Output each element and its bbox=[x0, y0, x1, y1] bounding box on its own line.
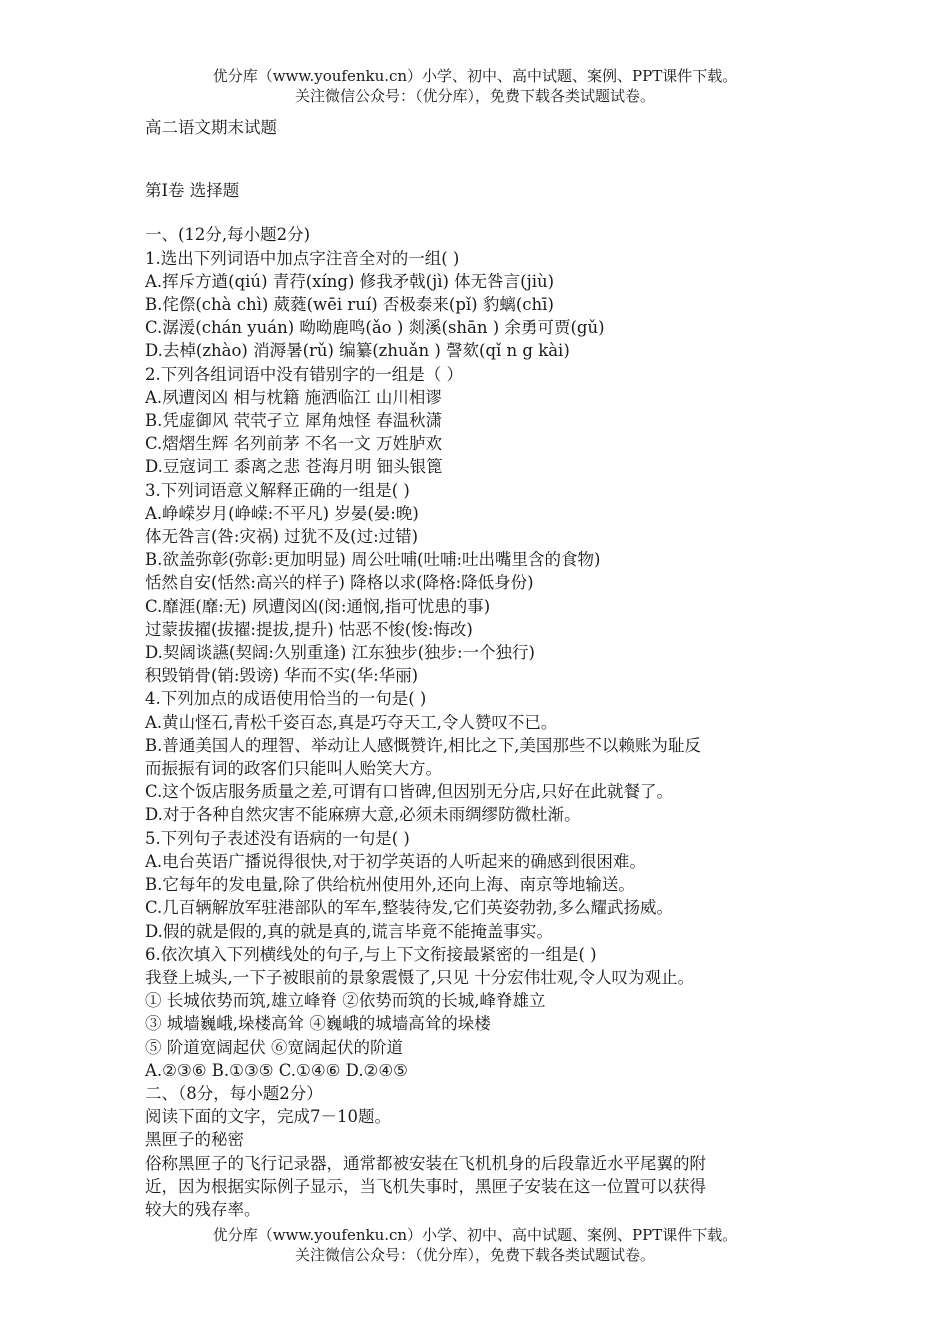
q1-option-b: B.侘傺(chà chì) 葳蕤(wēi ruí) 否极泰来(pǐ) 豹螭(chī) bbox=[145, 295, 554, 315]
footer-line-2: 关注微信公众号：（优分库），免费下载各类试题试卷。 bbox=[294, 1246, 655, 1264]
header-line-2: 关注微信公众号：（优分库），免费下载各类试题试卷。 bbox=[294, 87, 655, 105]
q6-context: 我登上城头,一下子被眼前的景象震慑了,只见 十分宏伟壮观,令人叹为观止。 bbox=[145, 967, 694, 987]
q5-option-b: B.它每年的发电量,除了供给杭州使用外,还向上海、南京等地输送。 bbox=[145, 875, 635, 895]
section-2-heading: 二、（8分，每小题2分） bbox=[145, 1083, 323, 1103]
footer-line-1: 优分库（www.youfenku.cn）小学、初中、高中试题、案例、PPT课件下载。 bbox=[212, 1226, 738, 1244]
section-1-heading: 一、(12分,每小题2分) bbox=[145, 225, 311, 245]
q2-stem: 2.下列各组词语中没有错别字的一组是（ ） bbox=[145, 364, 463, 384]
q3-option-d-line1: D.契阔谈讌(契阔:久别重逢) 江东独步(独步:一个独行) bbox=[145, 643, 535, 663]
q4-stem: 4.下列加点的成语使用恰当的一句是( ) bbox=[145, 689, 427, 709]
q6-choices-3: ⑤ 阶道宽阔起伏 ⑥宽阔起伏的阶道 bbox=[145, 1037, 403, 1057]
q6-answer-options: A.②③⑥ B.①③⑤ C.①④⑥ D.②④⑤ bbox=[145, 1060, 408, 1080]
q3-option-b-line2: 恬然自安(恬然:高兴的样子) 降格以求(降格:降低身份) bbox=[145, 573, 534, 593]
page-header bbox=[0, 66, 950, 106]
q2-option-c: C.熠熠生辉 名列前茅 不名一文 万姓胪欢 bbox=[145, 434, 443, 454]
q2-option-b: B.凭虚御风 茕茕孑立 犀角烛怪 春温秋潇 bbox=[145, 411, 443, 431]
q3-option-a-line1: A.峥嵘岁月(峥嵘:不平凡) 岁晏(晏:晚) bbox=[145, 503, 419, 523]
q1-option-a: A.挥斥方遒(qiú) 青荇(xíng) 修我矛戟(jì) 体无咎言(jiù) bbox=[145, 271, 555, 291]
q3-option-c-line1: C.靡涯(靡:无) 夙遭闵凶(闵:通悯,指可忧患的事) bbox=[145, 596, 491, 616]
q6-choices-1: ① 长城依势而筑,雄立峰脊 ②依势而筑的长城,峰脊雄立 bbox=[145, 991, 546, 1011]
q5-stem: 5.下列句子表述没有语病的一句是( ) bbox=[145, 828, 410, 848]
q1-option-c: C.潺湲(chán yuán) 呦呦鹿鸣(ǎo ) 剡溪(shān ) 余勇可贾(gǔ) bbox=[145, 318, 605, 338]
q4-option-d: D.对于各种自然灾害不能麻痹大意,必须未雨绸缪防微杜渐。 bbox=[145, 805, 581, 825]
header-line-1: 优分库（www.youfenku.cn）小学、初中、高中试题、案例、PPT课件下载。 bbox=[212, 67, 738, 85]
q4-option-c: C.这个饭店服务质量之差,可谓有口皆碑,但因别无分店,只好在此就餐了。 bbox=[145, 782, 674, 802]
q1-stem: 1.选出下列词语中加点字注音全对的一组( ) bbox=[145, 248, 460, 268]
q3-option-c-line2: 过蒙拔擢(拔擢:提拔,提升) 怙恶不悛(悛:悔改) bbox=[145, 619, 473, 639]
q5-option-c: C.几百辆解放军驻港部队的军车,整装待发,它们英姿勃勃,多么耀武扬威。 bbox=[145, 898, 674, 918]
q2-option-d: D.豆寇词工 黍离之悲 苍海月明 钿头银篦 bbox=[145, 457, 443, 477]
exam-title: 高二语文期末试题 bbox=[145, 118, 277, 137]
q6-choices-2: ③ 城墙巍峨,垛楼高耸 ④巍峨的城墙高耸的垛楼 bbox=[145, 1014, 491, 1034]
page-footer bbox=[0, 1225, 950, 1265]
q3-option-b-line1: B.欲盖弥彰(弥彰:更加明显) 周公吐哺(吐哺:吐出嘴里含的食物) bbox=[145, 550, 601, 570]
article-title: 黑匣子的秘密 bbox=[145, 1130, 244, 1150]
q4-option-b-line1: B.普通美国人的理智、举动让人感慨赞许,相比之下,美国那些不以赖账为耻反 bbox=[145, 735, 701, 755]
q4-option-a: A.黄山怪石,青松千姿百态,真是巧夺天工,令人赞叹不已。 bbox=[145, 712, 558, 732]
reading-instruction: 阅读下面的文字，完成7－10题。 bbox=[145, 1107, 391, 1127]
q1-option-d: D.去棹(zhào) 消溽暑(rǔ) 编纂(zhuǎn ) 謦欬(qǐ n g kài) bbox=[145, 341, 570, 361]
q6-stem: 6.依次填入下列横线处的句子,与上下文衔接最紧密的一组是( ) bbox=[145, 944, 597, 964]
q3-option-a-line2: 体无咎言(咎:灾祸) 过犹不及(过:过错) bbox=[145, 527, 419, 547]
q2-option-a: A.夙遭闵凶 相与枕籍 施洒临江 山川相谬 bbox=[145, 387, 442, 407]
article-paragraph-line3: 较大的残存率。 bbox=[145, 1199, 261, 1219]
article-paragraph-line2: 近，因为根据实际例子显示，当飞机失事时，黑匣子安装在这一位置可以获得 bbox=[145, 1176, 706, 1196]
q5-option-a: A.电台英语广播说得很快,对于初学英语的人听起来的确感到很困难。 bbox=[145, 851, 646, 871]
q4-option-b-line2: 而振振有词的政客们只能叫人贻笑大方。 bbox=[145, 759, 442, 779]
q5-option-d: D.假的就是假的,真的就是真的,谎言毕竟不能掩盖事实。 bbox=[145, 921, 553, 941]
q3-stem: 3.下列词语意义解释正确的一组是( ) bbox=[145, 480, 410, 500]
volume-heading: 第Ⅰ卷 选择题 bbox=[145, 181, 240, 201]
article-paragraph-line1: 俗称黑匣子的飞行记录器，通常都被安装在飞机机身的后段靠近水平尾翼的附 bbox=[145, 1153, 706, 1173]
document-body bbox=[145, 116, 815, 1221]
q3-option-d-line2: 积毁销骨(销:毁谤) 华而不实(华:华丽) bbox=[145, 666, 419, 686]
